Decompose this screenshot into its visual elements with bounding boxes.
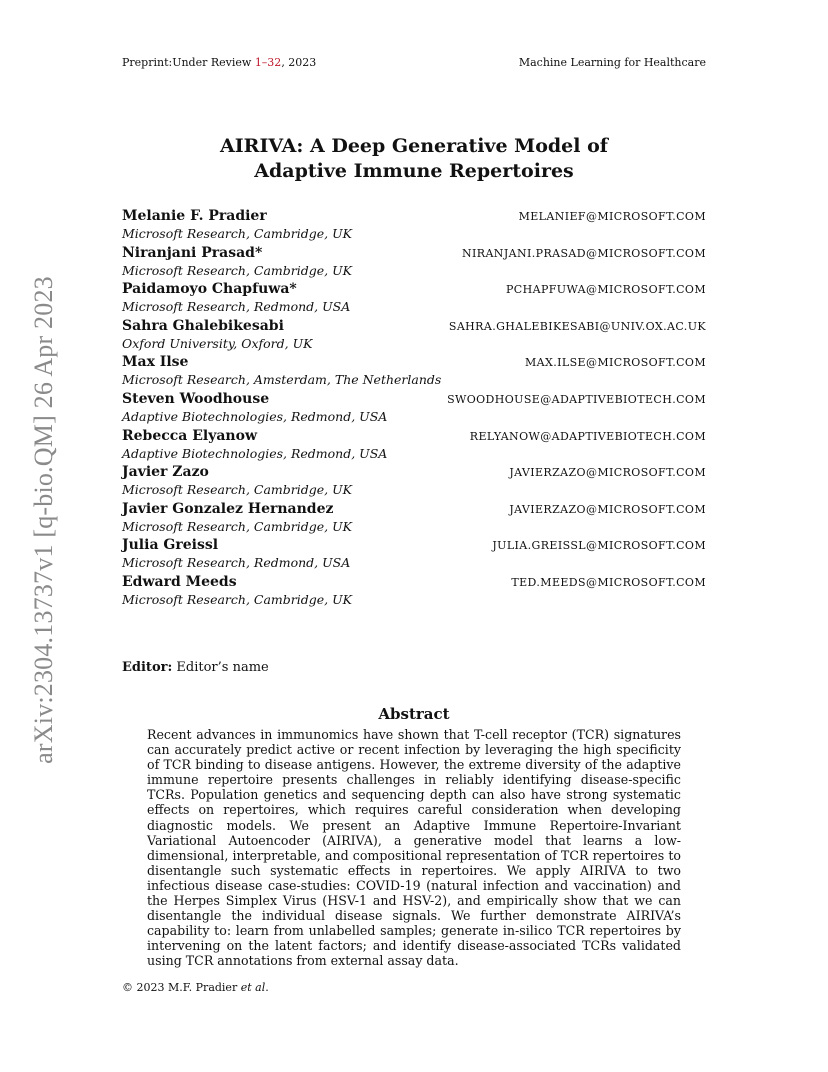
author-name: Javier Gonzalez Hernandez <box>122 500 334 517</box>
author-affiliation: Microsoft Research, Redmond, USA <box>122 555 351 571</box>
title-line-1: AIRIVA: A Deep Generative Model of <box>220 135 608 157</box>
author-email[interactable]: JAVIERZAZO@MICROSOFT.COM <box>509 502 706 516</box>
author-affiliation: Microsoft Research, Redmond, USA <box>122 299 351 315</box>
author-entry <box>122 500 706 537</box>
author-affiliation: Microsoft Research, Cambridge, UK <box>122 482 352 498</box>
author-email[interactable]: MELANIEF@MICROSOFT.COM <box>518 210 706 223</box>
author-entry <box>122 573 706 610</box>
author-email[interactable]: SAHRA.GHALEBIKESABI@UNIV.OX.AC.UK <box>448 319 706 333</box>
author-affiliation: Adaptive Biotechnologies, Redmond, USA <box>122 445 388 461</box>
author-affiliation: Microsoft Research, Cambridge, UK <box>122 262 352 278</box>
author-email[interactable]: TED.MEEDS@MICROSOFT.COM <box>511 575 706 589</box>
author-entry <box>122 536 706 573</box>
editor-name: Editor’s name <box>172 660 269 675</box>
author-name: Javier Zazo <box>122 464 209 481</box>
copyright-etal: et al <box>240 981 266 994</box>
author-affiliation: Microsoft Research, Cambridge, UK <box>122 591 352 607</box>
author-affiliation: Microsoft Research, Cambridge, UK <box>122 518 352 534</box>
running-header-left <box>122 56 316 69</box>
author-email[interactable]: MAX.ILSE@MICROSOFT.COM <box>525 356 706 370</box>
author-affiliation: Adaptive Biotechnologies, Redmond, USA <box>122 408 388 424</box>
header-status: Preprint:Under Review <box>122 56 255 69</box>
author-affiliation: Microsoft Research, Amsterdam, The Netherlands <box>122 372 442 388</box>
author-email[interactable]: JAVIERZAZO@MICROSOFT.COM <box>509 466 706 480</box>
copyright-footer <box>122 981 269 994</box>
abstract-heading: Abstract <box>378 705 450 723</box>
author-entry <box>122 427 706 464</box>
author-name: Paidamoyo Chapfuwa* <box>122 281 297 298</box>
copyright-text: © 2023 M.F. Pradier <box>122 981 241 994</box>
author-name: Sahra Ghalebikesabi <box>122 317 284 334</box>
author-email[interactable]: NIRANJANI.PRASAD@MICROSOFT.COM <box>462 246 706 260</box>
author-name: Melanie F. Pradier <box>122 208 267 224</box>
author-list <box>122 207 706 610</box>
running-header-right: Machine Learning for Healthcare <box>518 56 706 69</box>
author-name: Edward Meeds <box>122 573 237 590</box>
editor-line <box>122 660 269 675</box>
page-range-link[interactable]: 1–32 <box>254 56 282 69</box>
author-email[interactable]: JULIA.GREISSL@MICROSOFT.COM <box>492 539 706 553</box>
header-year: , 2023 <box>281 56 317 69</box>
title-line-2: Adaptive Immune Repertoires <box>254 160 574 182</box>
author-entry <box>122 390 706 427</box>
editor-label: Editor: <box>122 660 173 675</box>
author-entry <box>122 317 706 354</box>
abstract-body: Recent advances in immunomics have shown that T-cell receptor (TCR) signatures can accurately predict active or recent infection by leveraging the high specificity of TCR binding to disease antigens. However, the extreme diversity of the adaptive immune repertoire presents challenges in reliably identifying disease-specific TCRs. Population genetics and sequencing depth can also have strong systematic effects on repertoires, which requires careful consideration when developing diagnostic models. We present an Adaptive Immune Repertoire-Invariant Variational Autoencoder (AIRIVA), a generative model that learns a low-dimensional, interpretable, and compositional representation of TCR repertoires to disentangle such systematic effects in repertoires. We apply AIRIVA to two infectious disease case-studies: COVID-19 (natural infection and vaccination) and the Herpes Simplex Virus (HSV-1 and HSV-2), and empirically show that we can disentangle the individual disease signals. We further demonstrate AIRIVA’s capability to: learn from unlabelled samples; generate in-silico TCR repertoires by intervening on the latent factors; and identify disease-associated TCRs validated using TCR annotations from external assay data. <box>147 727 681 969</box>
author-affiliation: Microsoft Research, Cambridge, UK <box>122 226 352 241</box>
author-affiliation: Oxford University, Oxford, UK <box>122 335 313 351</box>
copyright-period: . <box>265 981 269 994</box>
author-name: Niranjani Prasad* <box>122 244 263 261</box>
author-email[interactable]: PCHAPFUWA@MICROSOFT.COM <box>506 283 706 297</box>
paper-title <box>0 134 828 184</box>
author-entry <box>122 353 706 390</box>
author-email[interactable]: RELYANOW@ADAPTIVEBIOTECH.COM <box>469 429 706 443</box>
author-name: Rebecca Elyanow <box>122 427 257 444</box>
author-email[interactable]: SWOODHOUSE@ADAPTIVEBIOTECH.COM <box>447 392 706 406</box>
author-entry <box>122 280 706 317</box>
author-entry <box>122 244 706 281</box>
author-name: Steven Woodhouse <box>122 390 270 407</box>
author-entry <box>122 207 706 244</box>
arxiv-side-stamp: arXiv:2304.13737v1 [q-bio.QM] 26 Apr 2023 <box>29 276 58 764</box>
author-name: Julia Greissl <box>122 537 219 554</box>
author-entry <box>122 463 706 500</box>
author-name: Max Ilse <box>122 354 189 371</box>
